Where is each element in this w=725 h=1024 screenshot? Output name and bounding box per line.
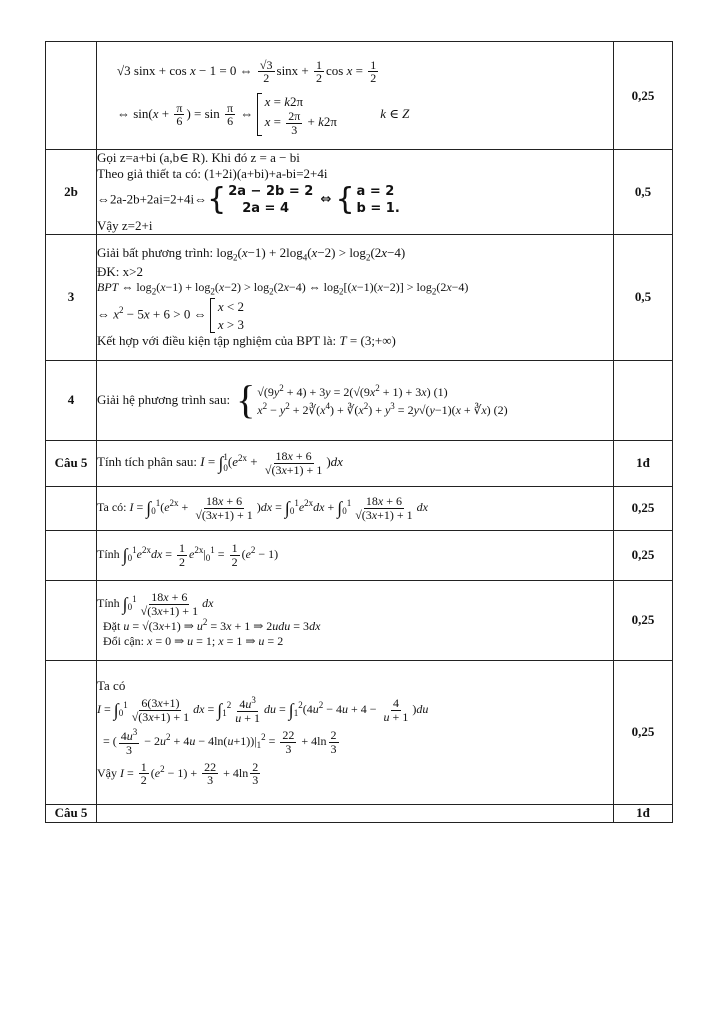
row-content: √3 sinx + cos x − 1 = 0 ⇔ $\frac{√3}{2}$ sinx + $\frac{1}{2}$ cos x = $\frac{1}{2}$ ⇔ sin(x + $\frac{\pi}{6}$ ) = sin $\frac{\pi}{6}$ ⇔ x = k2π x = $\frac{2\pi}{3}$ + k2π k ∈ Z (97, 42, 614, 150)
content-line: Gọi z=a+bi (a,b∈ R). Khi đó z = a − bi (97, 150, 300, 165)
content-line: Ta có (97, 677, 126, 693)
row-score: 0,25 (614, 530, 673, 580)
table-row (46, 486, 673, 530)
row-score: 0,25 (614, 660, 673, 804)
row-content: Ta có: $I = \int_0^1(e^{2x}$ + $\frac{18x + 6}{√(3x+1) + 1}$ )$dx = \int_0^1e^{2x}dx + \int_0^1$ $\frac{18x + 6}{√(3x+1) + 1}$ dx (97, 486, 614, 530)
row-content: Giải bất phương trình: $\log_2(x-1) + 2\log_4(x-2) > \log_2(2x-4)$ ĐK: x>2 BPT ⇔ $\log_2(x-1) + \log_2(x-2) > \log_2(2x-4)$ ⇔ $\log_2[(x-1)(x-2)] > \log_2(2x-4)$ ⇔ $x^2 - 5x + 6 > 0$ ⇔ x < 2 x > 3 Kết hợp với điều kiện tập nghiệm của BPT là: T = (3;+∞) (97, 234, 614, 360)
row-label: Câu 5 (46, 804, 97, 822)
row-score (614, 360, 673, 440)
row-score: 0,25 (614, 580, 673, 660)
table-row (46, 440, 673, 486)
row-content: Tính tích phân sau: I = ∫ 1 0 ($e^{2x}$ + $\frac{18x + 6}{√(3x+1) + 1}$ )dx (97, 440, 614, 486)
row-label (46, 580, 97, 660)
row-content: Gọi z=a+bi (a,b∈ R). Khi đó z = a − bi Theo giả thiết ta có: (1+2i)(a+bi)+a-bi=2+4i ⇔2a-2b+2ai=2+4i⇔ { 2a − 2b = 2 2a = 4 ⇔ { a = 2 b = 1. Vậy z=2+i (97, 150, 614, 235)
row-content: Tính $\int_0^1e^{2x}dx$ = $\frac{1}{2}$ $e^{2x}|_0^1$ = $\frac{1}{2}$ $(e^2 - 1)$ (97, 530, 614, 580)
row-label (46, 530, 97, 580)
row-label (46, 660, 97, 804)
row-label (46, 486, 97, 530)
content-line: Vậy z=2+i (97, 217, 153, 233)
row-score: 0,25 (614, 486, 673, 530)
row-label: 2b (46, 150, 97, 235)
answer-key-table (45, 41, 673, 823)
row-label: 3 (46, 234, 97, 360)
row-score: 0,5 (614, 234, 673, 360)
row-label: 4 (46, 360, 97, 440)
content-line: ĐK: x>2 (97, 264, 143, 280)
row-label: Câu 5 (46, 440, 97, 486)
content-line: Theo giả thiết ta có: (1+2i)(a+bi)+a-bi=2+4i (97, 166, 328, 182)
row-content (97, 804, 614, 822)
table-row (46, 580, 673, 660)
table-row (46, 234, 673, 360)
row-score: 1đ (614, 804, 673, 822)
content-line: Giải hệ phương trình sau: (97, 392, 231, 408)
table-row (46, 804, 673, 822)
table-row (46, 660, 673, 804)
row-content: Ta có $I = \int_0^1$ $\frac{6(3x+1)}{√(3x+1) + 1}$ dx = $\int_1^2$ $\frac{4u^3}{u + 1}$ du = $\int_1^2(4u^2 - 4u + 4$ − $\frac{4}{u + 1}$ )du = ( $\frac{4u^3}{3}$ − $2u^2 + 4u - 4\ln(u+1))|_1^2$ = $\frac{22}{3}$ + 4ln $\frac{2}{3}$ Vậy I = $\frac{1}{2}$ $(e^2 - 1)$ + $\frac{22}{3}$ + 4ln $\frac{2}{3}$ (97, 660, 614, 804)
table-row (46, 530, 673, 580)
row-score: 0,25 (614, 42, 673, 150)
row-score: 0,5 (614, 150, 673, 235)
row-label (46, 42, 97, 150)
row-content: Tính $\int_0^1$ $\frac{18x + 6}{√(3x+1) + 1}$ dx Đặt u = √(3x+1) ⇒ $u^2 = 3x + 1$ ⇒ 2udu = 3dx Đổi cận: x = 0 ⇒ u = 1; x = 1 ⇒ u = 2 (97, 580, 614, 660)
row-content: Giải hệ phương trình sau: { $√(9y^2 + 4) + 3y = 2(√(9x^2 + 1) + 3x)$ (1) $x^2 - y^2$ + $2∛(x^4)$ + $∛(x^2) + y^3 = 2y√(y-1)(x$ + ∛x) (2) (97, 360, 614, 440)
table-row (46, 42, 673, 150)
table-row (46, 150, 673, 235)
row-score: 1đ (614, 440, 673, 486)
table-row (46, 360, 673, 440)
